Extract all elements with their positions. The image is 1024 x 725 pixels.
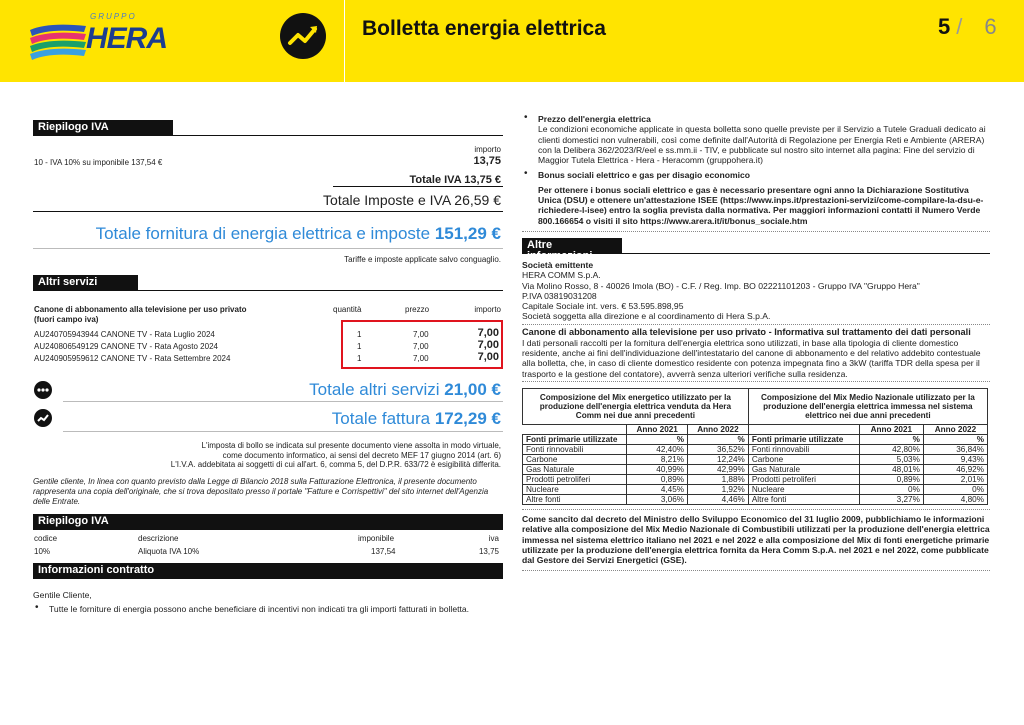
mix-cell: 3,27% [859, 494, 923, 504]
bollo-note-line: L'imposta di bollo se indicata sul presente documento viene assolta in modo virtuale, [201, 441, 501, 450]
societa-line: HERA COMM S.p.A. [522, 270, 601, 281]
societa-line: P.IVA 03819031208 [522, 290, 597, 301]
canone-row-desc: AU240705943944 CANONE TV - Rata Luglio 2024 [34, 330, 215, 339]
iva-row-imponibile: 137,54 [371, 546, 396, 556]
bollo-note-line: come documento informatico, ai sensi del decreto MEF 17 giugno 2014 (art. 6) [222, 450, 501, 460]
societa-line: Capitale Sociale int. vers. € 53.595.898,95 [522, 301, 684, 312]
canone-row-price: 7,00 [413, 330, 429, 339]
altre-informazioni-heading: Altre informazioni [522, 238, 622, 253]
mix-cell: 4,46% [688, 494, 749, 504]
mix-cell: 1,88% [688, 474, 749, 484]
totale-fattura [332, 409, 501, 429]
mix-fonti-label-nat: Fonti primarie utilizzate [748, 434, 859, 444]
societa-title: Società emittente [522, 259, 594, 270]
decreto-note: Come sancito dal decreto del Ministro dello Sviluppo Economico del 31 luglio 2009, pubblichiamo le informazioni relative alla composizione del Mix Medio Nazionale di Combustibili utilizzati per la produzione dell'energia elettrica immessa nel sistema elettrico italiano nel 2021 e nel 2022 e alla composizione del Mix di fonti energetiche primarie utilizzate per la produzione dell'energia elettrica fornita da Hera Comm S.p.A. nel 2021 e nel 2022, come pubblicate dal Gestore dei Servizi Energetici (GSE). [522, 513, 990, 566]
left-column [33, 120, 503, 614]
mix-year-1-nat: Anno 2021 [859, 424, 923, 434]
page-current: 5 [938, 14, 951, 39]
societa-rule [522, 324, 990, 325]
mix-head-right: Composizione del Mix Medio Nazionale utilizzato per la produzione dell'energia elettrica immessa nel sistema elettrico nei due anni precedenti [748, 388, 987, 424]
col-importo-label: importo [474, 145, 501, 154]
mix-blank-cell [748, 424, 859, 434]
canone-informativa-title: Canone di abbonamento alla televisione per uso privato - Informativa sul trattamento dei dati personali [522, 326, 971, 337]
riepilogo-iva-top-heading: Riepilogo IVA [33, 120, 173, 135]
mix-cell: 0% [859, 484, 923, 494]
mix-cell: Gas Naturale [748, 464, 859, 474]
riepilogo-iva-bottom-heading: Riepilogo IVA [33, 514, 503, 529]
page-title: Bolletta energia elettrica [362, 17, 606, 40]
canone-row-amount: 7,00 [477, 351, 499, 363]
mix-blank-cell [523, 424, 627, 434]
riepilogo-iva-bottom-body [33, 530, 503, 558]
info-contratto-greeting: Gentile Cliente, [33, 589, 92, 600]
canone-rule [522, 381, 990, 382]
mix-cell: 48,01% [859, 464, 923, 474]
totale-fattura-label: Totale fattura [331, 409, 431, 428]
mix-cell: 42,40% [627, 444, 688, 454]
riepilogo-iva-top-body [33, 136, 503, 186]
riepilogo-iva-top-section [33, 120, 503, 136]
table-row [523, 444, 988, 454]
mix-cell: 9,43% [923, 454, 987, 464]
col-quantita: quantità [333, 305, 362, 314]
bonus-rule [522, 231, 990, 232]
totale-iva: Totale IVA 13,75 € [409, 174, 501, 186]
mix-cell: Prodotti petroliferi [748, 474, 859, 484]
info-contratto-bullet: • Tutte le forniture di energia possono anche beneficiare di incentivi non indicati tra gli importi fatturati in bolletta. [33, 604, 493, 614]
canone-row-qty: 1 [357, 330, 362, 339]
col-iva: iva [488, 533, 499, 543]
prezzo-energia-item [522, 114, 990, 165]
altri-servizi-rule [63, 401, 503, 402]
altri-servizi-heading: Altri servizi [33, 275, 138, 290]
trend-up-small-icon [34, 409, 52, 427]
totale-imposte-rule [33, 211, 503, 212]
altri-servizi-body [33, 291, 503, 371]
fatturazione-elettronica-note: Gentile cliente, In linea con quanto previsto dalla Legge di Bilancio 2018 sulla Fatturazione Elettronica, il presente documento rappresenta una copia dell'originale, che si trova depositato presso il portale "Fatture e Corrispettivi" del sito internet dell'Agenzia delle Entrate. [33, 476, 489, 506]
mix-rule [522, 509, 990, 510]
altri-servizi-section [33, 275, 503, 291]
mix-cell: 42,80% [859, 444, 923, 454]
right-column [522, 114, 990, 571]
header-bar [0, 0, 1024, 82]
bonus-sociali-text: Per ottenere i bonus sociali elettrico e gas è necessario presentare ogni anno la Dichiarazione Sostitutiva Unica (DSU) e ottenere un'attestazione ISEE (https://www.inps.it/prestazioni-servizi/come-compilare-la-dsu-e-richiedere-l-isee) entro la soglia prevista dalla normativa. Per maggiori informazioni contatti il Numero Verde 800.166654 o visiti il sito https://www.arera.it/it/bonus_sociale.htm [538, 184, 984, 226]
trend-up-icon [280, 13, 326, 59]
fattura-rule [63, 431, 503, 432]
col-imponibile: imponibile [358, 533, 395, 543]
totale-fattura-value: 172,29 € [434, 409, 501, 428]
mix-cell: 40,99% [627, 464, 688, 474]
page-indicator [938, 14, 997, 40]
totale-iva-rule [333, 186, 503, 187]
mix-cell: Nucleare [523, 484, 627, 494]
mix-cell: Gas Naturale [523, 464, 627, 474]
tariffe-note: Tariffe e imposte applicate salvo conguaglio. [344, 255, 501, 264]
mix-year-2: Anno 2022 [688, 424, 749, 434]
totale-fornitura [33, 224, 503, 244]
totale-imposte: Totale Imposte e IVA 26,59 € [323, 192, 501, 208]
info-contratto-section [33, 563, 503, 579]
mix-head-left: Composizione del Mix energetico utilizzato per la produzione dell'energia elettrica venduta da Hera Comm nei due anni precedenti [523, 388, 749, 424]
canone-row-qty: 1 [357, 342, 362, 351]
totale-fattura-row [33, 405, 503, 431]
header-separator [344, 0, 345, 82]
totale-altri-servizi [309, 380, 501, 400]
decreto-rule [522, 570, 990, 571]
mix-pct: % [859, 434, 923, 444]
col-descrizione: descrizione [138, 533, 179, 543]
mix-cell: 46,92% [923, 464, 987, 474]
mix-cell: 3,06% [627, 494, 688, 504]
mix-cell: 0,89% [859, 474, 923, 484]
bollo-note-line: L'I.V.A. addebitata ai soggetti di cui all'art. 6, comma 5, del D.P.R. 633/72 è esigibilità differita. [170, 460, 501, 469]
canone-row-desc: AU240806549129 CANONE TV - Rata Agosto 2024 [34, 342, 218, 351]
col-prezzo: prezzo [405, 305, 430, 314]
canone-informativa-text: I dati personali raccolti per la fornitura dell'energia elettrica sono utilizzati, in base alla tipologia di cliente domestico residente, anche ai fini dell'individuazione dell'intestatario del canone di abbonamento e del relativo addebito contestuale alla bolletta, che, in caso di cliente domestico residente con potenza impegnata fino a 3kW (tariffa TDR della spesa per il trasporto e la gestione del contatore), avverrà senza ulteriori verifiche sulla residenza. [522, 337, 981, 379]
mix-cell: Carbone [523, 454, 627, 464]
totale-altri-servizi-label: Totale altri servizi [309, 380, 440, 399]
mix-cell: Altre fonti [748, 494, 859, 504]
mix-cell: Altre fonti [523, 494, 627, 504]
prezzo-energia-title: • Prezzo dell'energia elettrica [538, 114, 651, 124]
iva-row-iva: 13,75 [478, 546, 499, 556]
mix-cell: Fonti rinnovabili [748, 444, 859, 454]
canone-informativa-block [522, 327, 990, 379]
totale-altri-servizi-row [33, 377, 503, 401]
mix-cell: 2,01% [923, 474, 987, 484]
riepilogo-iva-bottom-section [33, 514, 503, 530]
totale-fornitura-value: 151,29 € [434, 224, 501, 243]
col-codice: codice [34, 533, 58, 543]
mix-cell: 0% [923, 484, 987, 494]
canone-row-price: 7,00 [413, 354, 429, 363]
mix-cell: Carbone [748, 454, 859, 464]
logo-hera-text: HERA [86, 22, 168, 55]
prezzo-energia-text: Le condizioni economiche applicate in questa bolletta sono quelle previste per il Servizio a Tutele Graduali dedicato ai clienti domestici non vulnerabili, così come definite dall'Autorità di Regolazione per Energia Reti e Ambiente (ARERA) con la Delibera 362/2023/R/eel e ss.mm.ii - TIV, e pubblicate sul nostro sito internet alla pagina: Fine del servizio di Maggior Tutela Elettrica - Hera - Heracomm (gruppohera.it) [538, 124, 986, 166]
mix-cell: 8,21% [627, 454, 688, 464]
table-row [523, 454, 988, 464]
iva-row-codice: 10% [34, 546, 51, 556]
totale-fornitura-label: Totale fornitura di energia elettrica e imposte [95, 224, 431, 243]
table-row [523, 474, 988, 484]
canone-row-amount: 7,00 [477, 339, 499, 351]
mix-cell: 42,99% [688, 464, 749, 474]
iva-line-value: 13,75 [473, 155, 501, 167]
table-row [523, 484, 988, 494]
bonus-sociali-item [522, 170, 990, 225]
fornitura-rule [33, 248, 503, 249]
mix-cell: 12,24% [688, 454, 749, 464]
mix-cell: 4,80% [923, 494, 987, 504]
canone-row-price: 7,00 [413, 342, 429, 351]
mix-cell: 0,89% [627, 474, 688, 484]
mix-energetico-table [522, 388, 988, 505]
iva-line-label: 10 - IVA 10% su imponibile 137,54 € [34, 158, 163, 167]
canone-row-desc: AU240905959612 CANONE TV - Rata Settembre 2024 [34, 354, 231, 363]
hera-logo-mark-icon [28, 20, 88, 64]
totale-altri-servizi-value: 21,00 € [444, 380, 501, 399]
mix-cell: Prodotti petroliferi [523, 474, 627, 484]
mix-cell: 1,92% [688, 484, 749, 494]
societa-line: Società soggetta alla direzione e al coordinamento di Hera S.p.A. [522, 311, 771, 322]
canone-row-qty: 1 [357, 354, 362, 363]
mix-cell: Nucleare [748, 484, 859, 494]
info-contratto-heading: Informazioni contratto [33, 563, 503, 578]
table-row [523, 464, 988, 474]
bonus-sociali-title: • Bonus sociali elettrico e gas per disagio economico [538, 170, 751, 181]
page-total: 6 [984, 14, 997, 39]
mix-year-1: Anno 2021 [627, 424, 688, 434]
societa-emittente-block [522, 260, 990, 322]
mix-pct: % [923, 434, 987, 444]
bollo-note [33, 441, 503, 470]
page-slash: / [956, 14, 963, 39]
mix-fonti-label: Fonti primarie utilizzate [523, 434, 627, 444]
more-dots-icon [34, 381, 52, 399]
mix-cell: 36,52% [688, 444, 749, 454]
altre-informazioni-section [522, 238, 990, 262]
iva-row-descrizione: Aliquota IVA 10% [138, 546, 200, 556]
canone-group-title: Canone di abbonamento alla televisione per uso privato (fuori campo iva) [34, 305, 247, 324]
table-row [523, 494, 988, 504]
mix-pct: % [627, 434, 688, 444]
societa-line: Via Molino Rosso, 8 - 40026 Imola (BO) - C.F. / Reg. Imp. BO 02221101203 - Gruppo IVA "Gruppo Hera" [522, 280, 920, 291]
canone-row-amount: 7,00 [477, 327, 499, 339]
mix-year-2-nat: Anno 2022 [923, 424, 987, 434]
mix-cell: 36,84% [923, 444, 987, 454]
logo-gruppo-text: GRUPPO [90, 12, 137, 21]
mix-cell: 5,03% [859, 454, 923, 464]
mix-cell: 4,45% [627, 484, 688, 494]
mix-cell: Fonti rinnovabili [523, 444, 627, 454]
col-importo: importo [474, 305, 501, 314]
mix-pct: % [688, 434, 749, 444]
hera-logo [28, 12, 168, 68]
